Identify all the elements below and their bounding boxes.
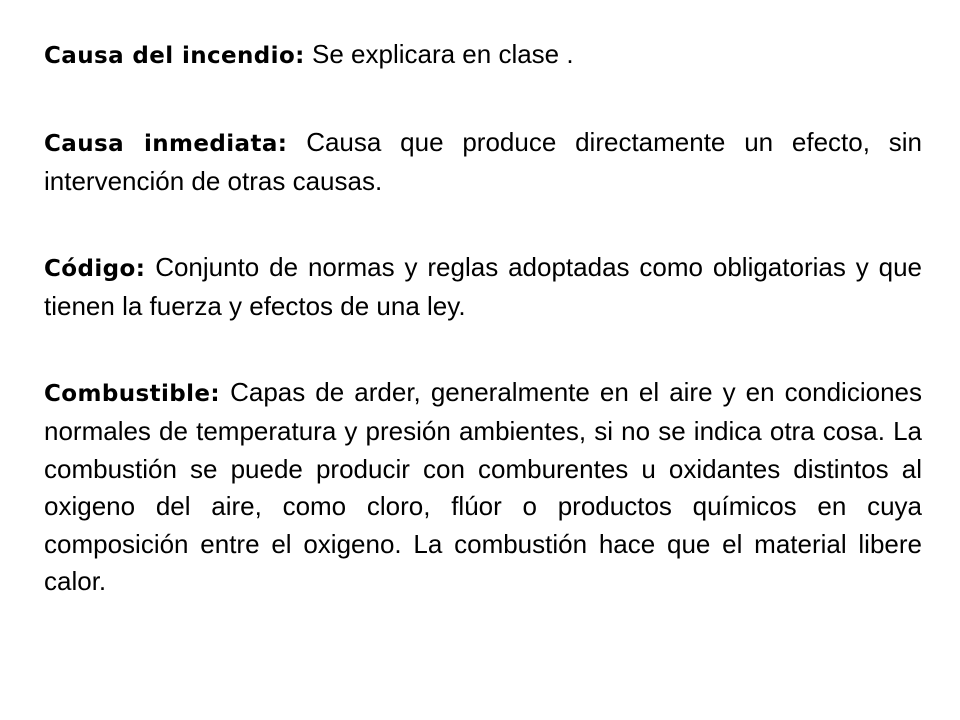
term-label: Combustible: (44, 380, 220, 407)
term-label: Causa inmediata: (44, 130, 288, 157)
glossary-entry-combustible (44, 374, 922, 601)
term-label: Código: (44, 255, 146, 282)
glossary-entry-codigo (44, 249, 922, 326)
definition-text: Causa que produce directamente un efecto, sin intervención de otras causas. (44, 126, 922, 196)
definition-text: Conjunto de normas y reglas adoptadas como obligatorias y que tienen la fuerza y efectos de una ley. (44, 251, 922, 321)
glossary-entry-causa-inmediata (44, 124, 922, 201)
definition-text: Capas de arder, generalmente en el aire y en condiciones normales de temperatura y presión ambientes, si no se indica otra cosa. La combustión se puede producir con comburentes u oxidantes distintos al oxigeno del aire, como cloro, flúor o productos químicos en cuya composición entre el oxigeno. La combustión hace que el material libere calor. (44, 376, 922, 596)
glossary-slide (44, 36, 922, 601)
definition-text: Se explicara en clase . (312, 39, 574, 69)
term-label: Causa del incendio: (44, 43, 305, 69)
glossary-entry-causa-del-incendio (44, 36, 922, 76)
